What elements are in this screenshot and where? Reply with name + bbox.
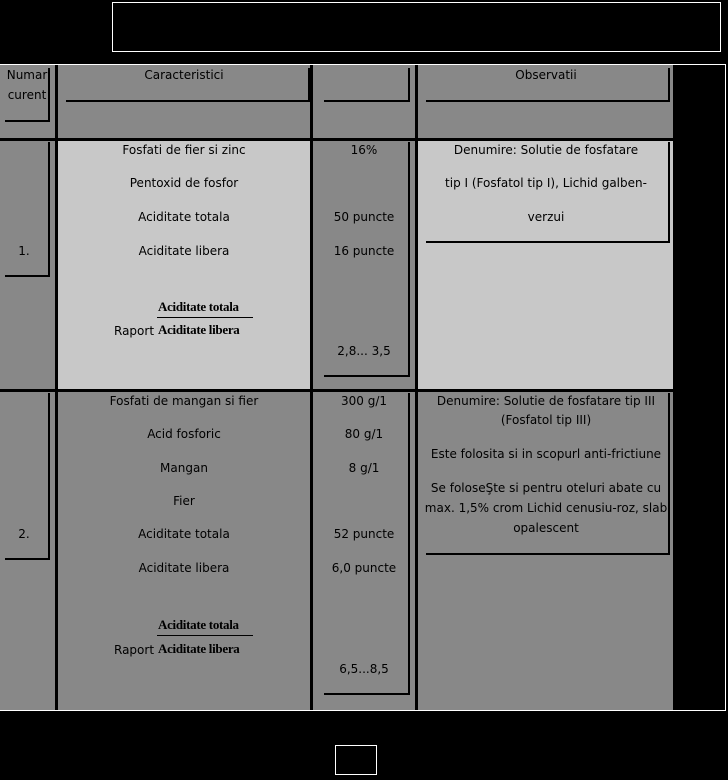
- row2-item: Acid fosforic: [147, 427, 221, 441]
- header-nr-line2: curent: [7, 88, 47, 102]
- hdr-obs-frame-bottom: [426, 100, 670, 102]
- row2-obs-line: (Fosfatol tip III): [500, 413, 592, 427]
- col-sep-3: [415, 65, 418, 710]
- row2-obs-line: opalescent: [513, 521, 579, 535]
- row2-item: Mangan: [160, 461, 208, 475]
- row1-values-frame-bottom: [324, 375, 410, 377]
- row1-ratio-numerator: Aciditate totala: [158, 299, 239, 314]
- right-black-column: [676, 65, 725, 710]
- row1-ratio-denominator: Aciditate libera: [158, 322, 240, 337]
- row2-ratio-numerator: Aciditate totala: [158, 617, 239, 632]
- row2-obs-line: Este folosita si in scopurl anti-frictiune: [430, 447, 662, 461]
- row2-values-frame-bottom: [324, 693, 410, 695]
- row2-value: 80 g/1: [344, 427, 384, 441]
- row2-obs-line: max. 1,5% crom Lichid cenusiu-roz, slab: [424, 501, 668, 515]
- row1-value: 50 puncte: [333, 210, 395, 224]
- row2-nr-frame-bottom: [5, 558, 50, 560]
- row2-item: Aciditate libera: [138, 561, 230, 575]
- row1-ratio-value: 2,8... 3,5: [337, 344, 391, 358]
- hdr-caract-frame-bottom: [66, 100, 310, 102]
- row1-values-frame-right: [408, 142, 410, 377]
- hdr-nr-frame-bottom: [5, 120, 49, 122]
- hdr-values-frame-bottom: [324, 100, 410, 102]
- row2-number: 2.: [18, 527, 30, 541]
- table-top-line: [0, 64, 726, 65]
- row1-item: Fosfati de fier si zinc: [122, 143, 246, 157]
- row1-obs-line: verzui: [527, 210, 565, 224]
- row-sep-2: [0, 389, 676, 392]
- col-sep-1: [55, 65, 58, 710]
- row1-nr-frame-bottom: [5, 275, 50, 277]
- row1-value: 16 puncte: [333, 244, 395, 258]
- row2-obs-frame-bottom: [426, 553, 670, 555]
- row1-value: 16%: [350, 143, 378, 157]
- row2-item: Aciditate totala: [138, 527, 230, 541]
- row1-item: Pentoxid de fosfor: [129, 176, 239, 190]
- row1-item: Aciditate libera: [138, 244, 230, 258]
- col-sep-4: [673, 65, 676, 710]
- row2-value: 8 g/1: [348, 461, 380, 475]
- row1-obs-line: tip I (Fosfatol tip I), Lichid galben-: [445, 176, 647, 190]
- row1-fraction-bar: [157, 317, 253, 318]
- row2-ratio-value: 6,5...8,5: [339, 662, 389, 676]
- row2-item: Fier: [173, 494, 195, 508]
- row2-fraction-bar: [157, 635, 253, 636]
- table-bottom-line: [0, 710, 726, 711]
- top-banner-box: [112, 2, 721, 52]
- row2-nr-frame-right: [48, 393, 50, 560]
- row1-obs-frame-right: [668, 142, 670, 243]
- row1-obs-line: Denumire: Solutie de fosfatare: [453, 143, 639, 157]
- header-caracteristici: Caracteristici: [144, 68, 224, 82]
- header-observatii: Observatii: [515, 68, 577, 82]
- row2-ratio-denominator: Aciditate libera: [158, 641, 240, 656]
- row2-value: 300 g/1: [340, 394, 387, 408]
- row1-nr-frame-right: [48, 142, 50, 277]
- header-nr-line1: Numar: [6, 68, 48, 82]
- row2-item: Fosfati de mangan si fier: [109, 394, 259, 408]
- row2-value: 52 puncte: [333, 527, 395, 541]
- row2-ratio-label: Raport: [114, 643, 155, 657]
- hdr-values-frame-right: [408, 68, 410, 102]
- row2-value: 6,0 puncte: [331, 561, 397, 575]
- row-sep-1: [0, 138, 676, 141]
- row2-obs-line: Denumire: Solutie de fosfatare tip III: [436, 394, 656, 408]
- row1-number: 1.: [18, 244, 30, 258]
- row2-obs-line: Se foloseŞte si pentru oteluri abate cu: [430, 481, 662, 495]
- row1-ratio-label: Raport: [114, 324, 155, 338]
- row1-obs-frame-bottom: [426, 241, 670, 243]
- page-number-box: [335, 745, 377, 775]
- row1-item: Aciditate totala: [138, 210, 230, 224]
- table-right-line: [725, 64, 726, 711]
- col-sep-2: [310, 65, 313, 710]
